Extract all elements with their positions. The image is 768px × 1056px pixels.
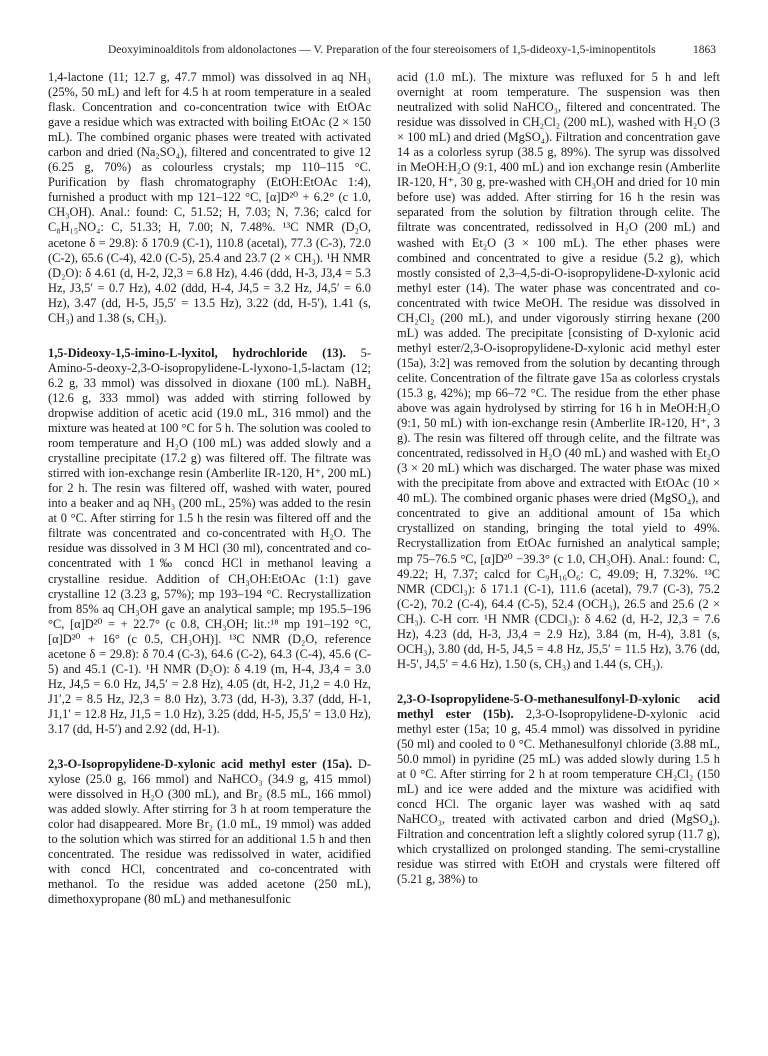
paragraph-text: D-xylose (25.0 g, 166 mmol) and NaHCO₃ (34.9 g, 415 mmol) were dissolved in H₂O (300 mL), and Br₂ (8.5 mL, 166 mmol) was added slowly. After stirring for 3 h at room temperature the color had disappeared. More Br₂ (1.0 mL, 19 mmol) was added to the solution which was stirred for an additional 1.5 h and then concentrated. The residue was redissolved in water, acidified with concd HCl, concentrated and co-concentrated with methanol. To the residue was added acetone (250 mL), dimethoxypropane (80 mL) and methanesulfonic xyxy=(48,757,371,907)
paragraph-text: acid (1.0 mL). The mixture was refluxed for 5 h and left overnight at room temperature. The suspension was then neutralized with solid NaHCO₃, filtered and concentrated. The residue was dissolved in CH₂Cl₂ (200 mL), washed with H₂O (3 × 100 mL) and dried (MgSO₄). Filtration and concentration gave 14 as a colorless syrup (38.5 g, 89%). The syrup was dissolved in MeOH:H₂O (9:1, 400 mL) and ion exchange resin (Amberlite IR-120, H⁺, 30 g, pre-washed with CH₃OH and dried for 10 min before use) was added. After stirring for 16 h the resin was separated from the solution by filtration through celite. The filtrate was concentrated, redissolved in H₂O (200 mL) and washed with Et₂O (3 × 100 mL). The ether phases were combined and concentrated to give a residue (5.2 g), which mostly consisted of 2,3–4,5-di-O-isopropylidene-D-xylonic acid methyl ester (14). The water phase was concentrated and co-concentrated with twice MeOH. The residue was dissolved in CH₂Cl₂ (200 mL), and under vigorously stirring hexane (200 mL) was added. The precipitate [consisting of D-xylonic acid methyl ester/2,3-O-isopropylidene-D-xylonic acid methyl ester (15a), 3:2] was removed from the solution by decanting through celite. Concentration of the filtrate gave 15a as colorless crystals (15.3 g, 42%); mp 66–72 °C. The residue from the ether phase above was again hydrolysed by stirring for 16 h in MeOH:H₂O (9:1, 50 mL) with ion-exchange resin (Amberlite IR-120, H⁺, 3 g). The resin was filtered off through celite, and the filtrate was concentrated, redissolved in H₂O (40 mL) and washed with Et₂O (3 × 20 mL) which was discharged. The water phase was mixed with the precipitate from above and extracted with EtOAc (10 × 40 mL). The combined organic phases were dried (MgSO₄), and concentrated to give an additional amount of 15a which crystallized on standing, bringing the total yield to 49%. Recrystallization from EtOAc furnished an analytical sample; mp 75–76.5 °C, [α]D²⁰ −39.3° (c 1.0, CH₃OH). Anal.: found: C, 49.22; H, 7.37; calcd for C₉H₁₆O₆: C, 49.09; H, 7.32%. ¹³C NMR (CDCl₃): δ 171.1 (C-1), 111.6 (acetal), 79.7 (C-3), 75.2 (C-2), 70.2 (C-4), 64.4 (C-5), 52.4 (OCH₃), 26.5 and 25.6 (2 × CH₃). C-H corr. ¹H NMR (CDCl₃): δ 4.62 (d, H-2, J2,3 = 7.6 Hz), 4.23 (dd, H-3, J3,4 = 2.9 Hz), 3.84 (m, H-4), 3.81 (s, OCH₃), 3.80 (dd, H-5, J4,5 = 4.8 Hz, J5,5′ = 11.5 Hz), 3.76 (dd, H-5′, J4,5′ = 4.6 Hz), 1.50 (s, CH₃) and 1.44 (s, CH₃). xyxy=(397,70,720,671)
running-header xyxy=(48,44,720,62)
paragraph-heading: 1,5-Dideoxy-1,5-imino-L-lyxitol, hydrochloride (13). xyxy=(48,345,361,360)
paragraph-text: 2,3-O-Isopropylidene-D-xylonic acid methyl ester (15a; 10 g, 45.4 mmol) was dissolved in pyridine (50 ml) and cooled to 0 °C. Methanesulfonyl chloride (3.88 mL, 50.0 mmol) in pyridine (25 mL) was added slowly during 1.5 h at 0 °C. After stirring for 2 h at room temperature CH₂Cl₂ (150 mL) and ice were added and the mixture was acidified with concd HCl. The organic layer was washed with aq satd NaHCO₃, treated with activated carbon and dried (MgSO₄). Filtration and concentration left a slightly colored syrup (11.7 g), which crystallized on prolonged standing. The semi-crystalline residue was stirred with EtOH and crystals were filtered off (5.21 g, 38%) to xyxy=(397,706,720,887)
paragraph-text: 1,4-lactone (11; 12.7 g, 47.7 mmol) was dissolved in aq NH₃ (25%, 50 mL) and left for 4.5 h at room temperature in a sealed flask. Concentration and co-concentration twice with EtOAc gave a residue which was extracted with boiling EtOAc (2 × 150 mL). The combined organic phases were treated with activated carbon and dried (Na₂SO₄), filtered and concentrated to give 12 (6.25 g, 70%) as colourless crystals; mp 110–115 °C. Purification by flash chromatography (EtOH:EtOAc 1:4), furnished a product with mp 121–122 °C, [α]D²⁰ + 6.2° (c 1.0, CH₃OH). Anal.: found: C, 51.52; H, 7.03; N, 7.36; calcd for C₈H₁₅NO₄: C, 51.33; H, 7.00; N, 7.48%. ¹³C NMR (D₂O, acetone δ = 29.8): δ 170.9 (C-1), 110.8 (acetal), 77.3 (C-3), 72.0 (C-2), 65.6 (C-4), 42.0 (C-5), 25.4 and 23.7 (2 × CH₃). ¹H NMR (D₂O): δ 4.61 (d, H-2, J2,3 = 6.8 Hz), 4.46 (ddd, H-3, J3,4 = 5.3 Hz, J3,5′ = 0.7 Hz), 4.02 (ddd, H-4, J4,5 = 3.2 Hz, J4,5′ = 6.0 Hz), 3.47 (dd, H-5, J5,5′ = 13.5 Hz), 3.22 (dd, H-5′), 1.41 (s, CH₃) and 1.38 (s, CH₃). xyxy=(48,70,371,325)
body-columns xyxy=(48,70,720,907)
paragraph-xylonic-ester-15a xyxy=(48,757,371,907)
running-title: Deoxyiminoalditols from aldonolactones — V. Preparation of the four stereoisomers of 1,5-dideoxy-1,5-iminopentitols xyxy=(108,44,656,56)
paragraph-heading: 2,3-O-Isopropylidene-D-xylonic acid methyl ester (15a). xyxy=(48,757,358,772)
paragraph-lactone-continuation xyxy=(48,70,371,326)
page-number: 1863 xyxy=(693,44,716,56)
paragraph-lyxitol-hydrochloride xyxy=(48,346,371,737)
paragraph-mesyl-ester-15b xyxy=(397,692,720,888)
left-column xyxy=(48,70,371,907)
paragraph-heading: 2,3-O-Isopropylidene-5-O-methanesulfonyl-D-xylonic acid methyl ester (15b). xyxy=(397,691,720,721)
paragraph-text: 5-Amino-5-deoxy-2,3-O-isopropylidene-L-lyxono-1,5-lactam (12; 6.2 g, 33 mmol) was dissolved in dioxane (100 mL). NaBH₄ (12.6 g, 333 mmol) was added with stirring followed by dropwise addition of acetic acid (19.0 mL, 316 mmol) and the mixture was heated at 100 °C for 5 h. The solution was cooled to room temperature and H₂O (100 mL) was added slowly and a crystalline precipitate (17.2 g) was filtered off. The filtrate was stirred with ion-exchange resin (Amberlite IR-120, H⁺, 200 mL) for 2 h. The resin was filtered off, washed with water, poured into a beaker and aq NH₃ (200 mL, 25%) was added to the resin at 0 °C. After stirring for 1.5 h the resin was filtered off and the filtrate was concentrated and co-concentrated with H₂O. The residue was dissolved in 3 M HCl (30 ml), concentrated and co-concentrated with 1‰ concd HCl in methanol leaving a crystalline residue. Addition of CH₃OH:EtOAc (1:1) gave crystalline 12 (3.23 g, 57%); mp 193–194 °C. Recrystallization from 85% aq CH₃OH gave an analytical sample; mp 195.5–196 °C, [α]D²⁰ = + 22.7° (c 0.8, CH₃OH; lit.:¹⁸ mp 191–192 °C, [α]D²⁰ + 16° (c 0.5, CH₃OH)]. ¹³C NMR (D₂O, reference acetone δ = 29.8): δ 70.4 (C-3), 64.6 (C-2), 64.3 (C-4), 45.6 (C-5) and 45.1 (C-1). ¹H NMR (D₂O): δ 4.19 (m, H-4, J3,4 = 3.0 Hz, J4,5 = 6.0 Hz, J4,5′ = 2.8 Hz), 4.05 (dt, H-2, J1,2 = 4.0 Hz, J1′,2 = 8.5 Hz, J2,3 = 8.0 Hz), 3.73 (dd, H-3), 3.37 (ddd, H-1, J1,1′ = 12.8 Hz, J1,5 = 1.0 Hz), 3.25 (ddd, H-5, J5,5′ = 13.0 Hz), 3.17 (dd, H-5′) and 2.92 (dd, H-1). xyxy=(48,345,371,736)
paragraph-xylonic-ester-continuation xyxy=(397,70,720,672)
right-column xyxy=(397,70,720,907)
